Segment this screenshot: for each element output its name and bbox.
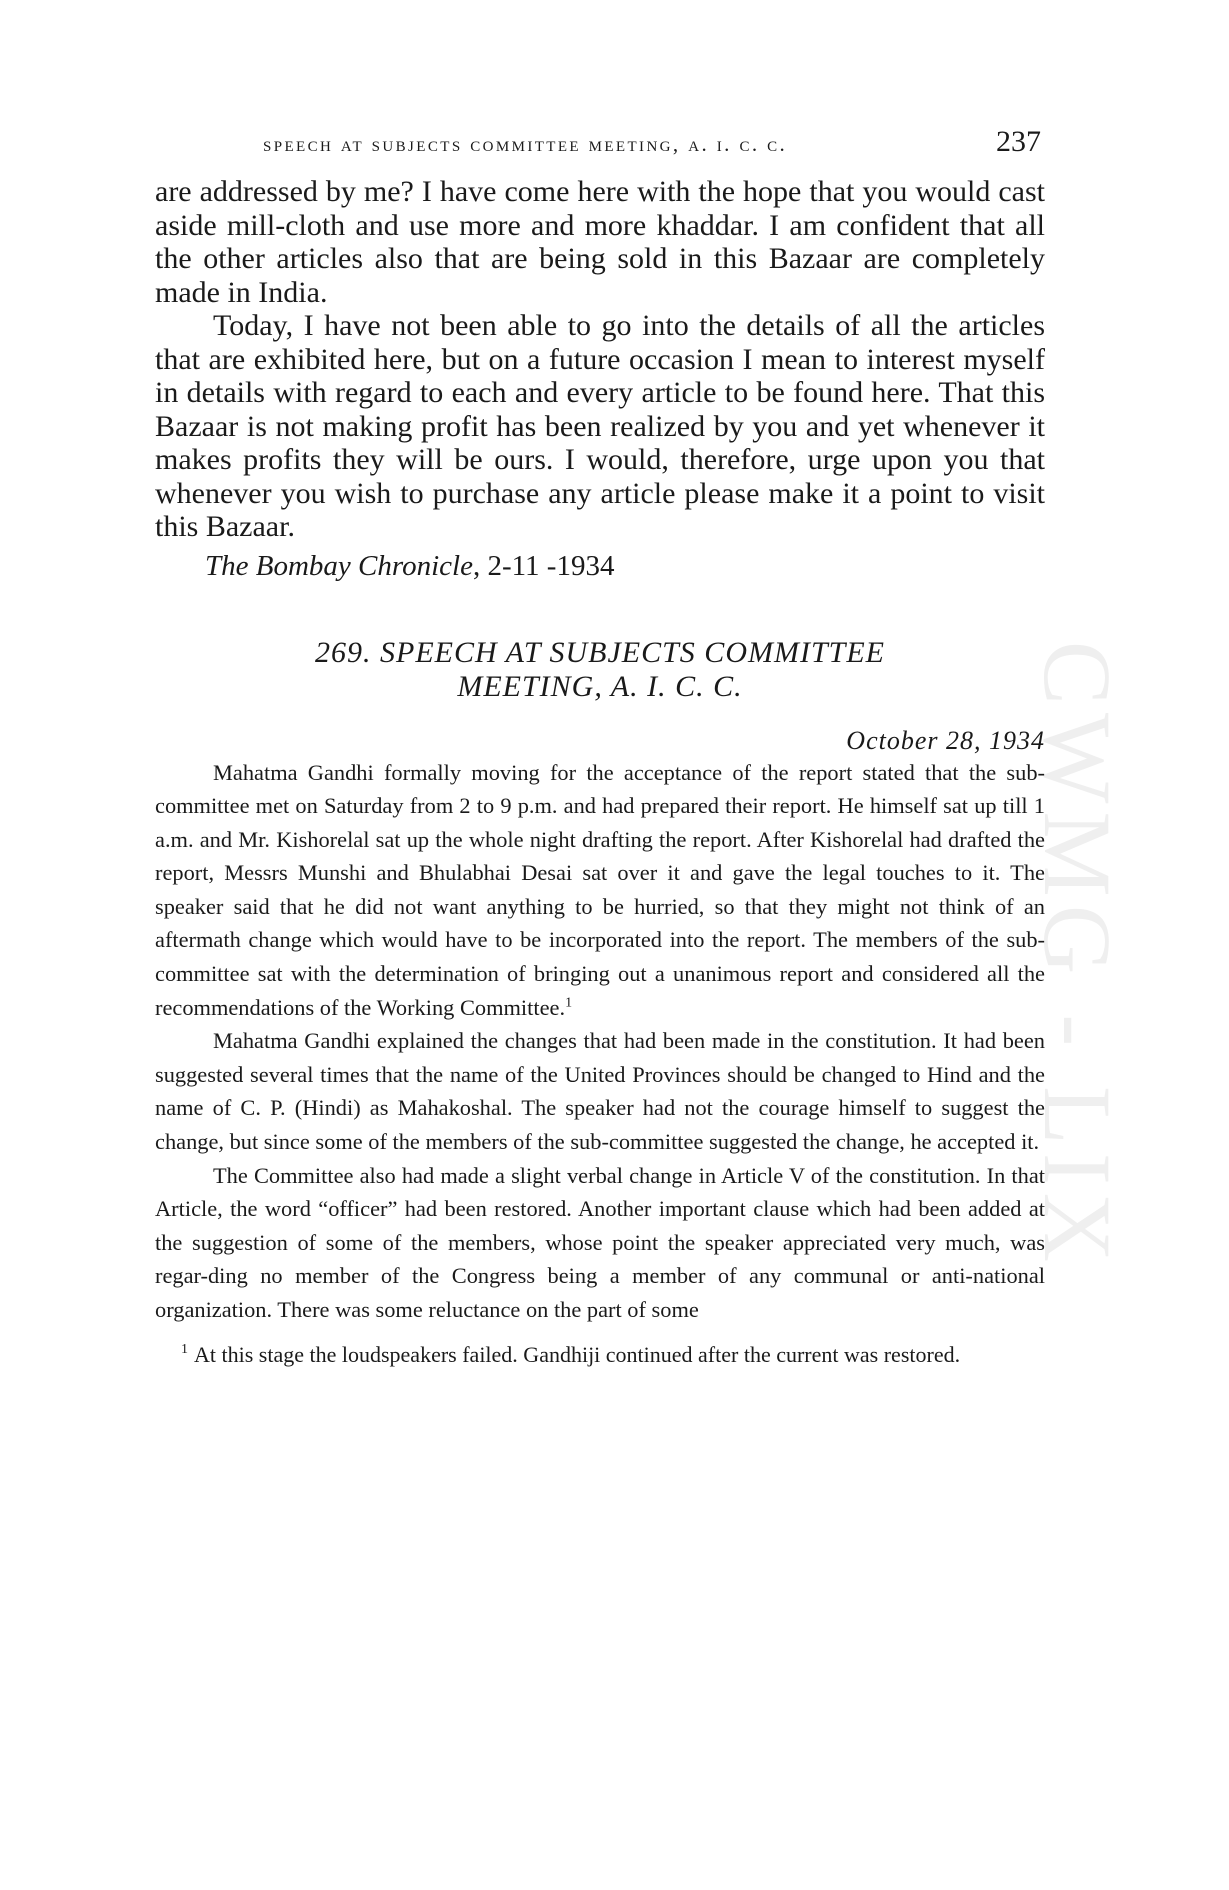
footnote-text: At this stage the loudspeakers failed. Gandhiji continued after the current was restored. <box>194 1341 961 1367</box>
section-date: October 28, 1934 <box>846 725 1045 755</box>
footnote-mark: 1 <box>181 1342 188 1358</box>
section-heading <box>155 636 1045 704</box>
heading-line-1: 269. SPEECH AT SUBJECTS COMMITTEE <box>315 635 885 669</box>
source-citation <box>205 546 1045 586</box>
section-paragraph-2: Mahatma Gandhi explained the changes that had been made in the constitution. It had been suggested several times that the name of the United Provinces should be changed to Hind and the name of C. P. (Hindi) as Mahakoshal. The speaker had not the courage himself to suggest the change, but since some of the members of the sub-committee suggested the change, he accepted it. <box>155 1028 1045 1155</box>
running-title: speech at subjects committee meeting, a. i. c. c. <box>263 132 788 156</box>
citation-date: , 2-11 -1934 <box>472 549 615 582</box>
page-number: 237 <box>996 125 1041 158</box>
continued-paragraph-2: Today, I have not been able to go into the details of all the articles that are exhibited here, but on a future occasion I mean to interest myself in details with regard to each and every article to be found here. That this Bazaar is not making profit has been realized by you and yet whenever it makes profits they will be ours. I would, therefore, urge upon you that whenever you wish to purchase any article please make it a point to visit this Bazaar. <box>155 309 1045 543</box>
running-header <box>155 125 1045 175</box>
heading-line-2: MEETING, A. I. C. C. <box>457 669 743 703</box>
document-page <box>155 125 1045 1369</box>
section-paragraph-1-text: Mahatma Gandhi formally moving for the acceptance of the report stated that the sub-committee met on Saturday from 2 to 9 p.m. and had prepared their report. He himself sat up till 1 a.m. and Mr. Kishorelal sat up the whole night drafting the report. After Kishorelal had drafted the report, Messrs Munshi and Bhulabhai Desai sat over it and gave the legal touches to it. The speaker said that he did not want anything to be hurried, so that they might not think of an aftermath change which would have to be incorporated into the report. The members of the sub-committee sat with the determination of bringing out a unanimous report and considered all the recommendations of the Working Committee. <box>155 759 1045 1020</box>
watermark-text: CWMG - LIX <box>1024 640 1132 1270</box>
footnote-reference: 1 <box>565 995 573 1011</box>
continued-paragraph-1: are addressed by me? I have come here with the hope that you would cast aside mill-cloth and use more and more khaddar. I am confident that all the other articles also that are being sold in this Bazaar are completely made in India. <box>155 175 1045 309</box>
watermark <box>1024 505 1132 1405</box>
section-paragraph-3: The Committee also had made a slight verbal change in Article V of the constitution. In that Article, the word “officer” had been restored. Another important clause which had been added at the suggestion of some of the members, whose point the speaker appreciated very much, was regar-ding no member of the Congress being a member of any communal or anti-national organization. There was some reluctance on the part of some <box>155 1162 1045 1322</box>
citation-source: The Bombay Chronicle <box>205 549 473 582</box>
section-paragraph-1 <box>155 756 1045 1025</box>
footnote <box>155 1341 1045 1369</box>
